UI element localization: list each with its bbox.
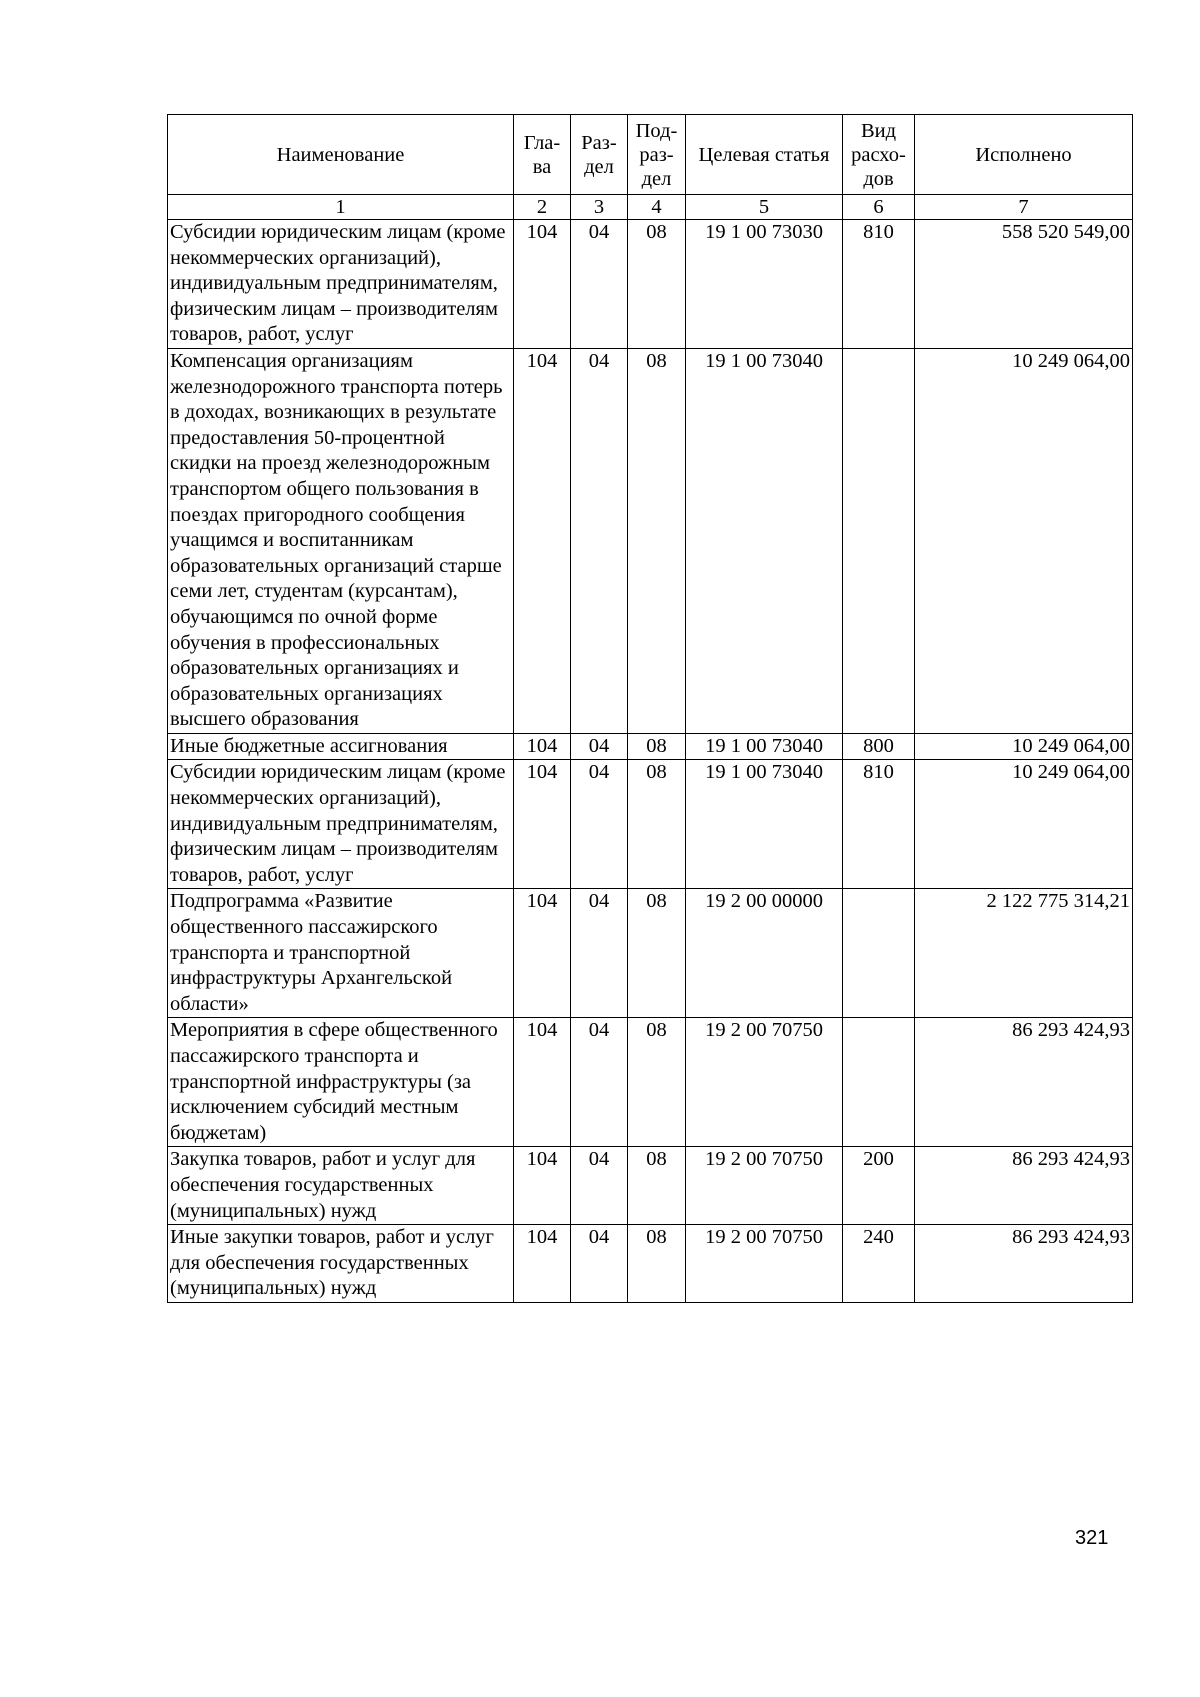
- row-glava: 104: [514, 348, 571, 733]
- header-vid: [843, 115, 915, 195]
- header-glava: [514, 115, 571, 195]
- table-row: [168, 889, 1133, 1018]
- table-body: [168, 220, 1133, 1303]
- column-number: 3: [571, 195, 628, 220]
- row-name: Компенсация организациям железнодорожного транспорта потерь в доходах, возникающих в результате предоставления 50-процентной скидки на проезд железнодорожным транспортом общего пользования в поездах пригородного сообщения учащимся и воспитанникам образовательных организаций старше семи лет, студентам (курсантам), обучающимся по очной форме обучения в профессиональных образовательных организациях и образовательных организациях высшего образования: [168, 348, 514, 733]
- table-row: [168, 760, 1133, 889]
- row-amount: 2 122 775 314,21: [915, 889, 1133, 1018]
- row-podrazdel: 08: [628, 1147, 686, 1225]
- row-statya: 19 2 00 70750: [686, 1225, 843, 1303]
- row-razdel: 04: [571, 733, 628, 760]
- row-glava: 104: [514, 760, 571, 889]
- row-vid: 200: [843, 1147, 915, 1225]
- header-statya: Целевая статья: [686, 115, 843, 195]
- row-name: Иные бюджетные ассигнования: [168, 733, 514, 760]
- row-statya: 19 2 00 70750: [686, 1147, 843, 1225]
- row-razdel: 04: [571, 220, 628, 349]
- header-podrazdel-text: Под- раз- дел: [635, 119, 678, 190]
- row-amount: 558 520 549,00: [915, 220, 1133, 349]
- column-number: 7: [915, 195, 1133, 220]
- header-amount: Исполнено: [915, 115, 1133, 195]
- row-statya: 19 1 00 73030: [686, 220, 843, 349]
- table-row: [168, 1018, 1133, 1147]
- header-row: [168, 115, 1133, 195]
- header-razdel-text: Раз- дел: [581, 131, 617, 178]
- column-number: 6: [843, 195, 915, 220]
- row-glava: 104: [514, 1147, 571, 1225]
- row-podrazdel: 08: [628, 348, 686, 733]
- row-vid: 240: [843, 1225, 915, 1303]
- row-vid: 800: [843, 733, 915, 760]
- row-razdel: 04: [571, 760, 628, 889]
- row-name: Закупка товаров, работ и услуг для обеспечения государственных (муниципальных) нужд: [168, 1147, 514, 1225]
- row-amount: 10 249 064,00: [915, 348, 1133, 733]
- row-razdel: 04: [571, 1018, 628, 1147]
- row-razdel: 04: [571, 1147, 628, 1225]
- column-number: 2: [514, 195, 571, 220]
- row-amount: 86 293 424,93: [915, 1225, 1133, 1303]
- row-razdel: 04: [571, 889, 628, 1018]
- row-statya: 19 2 00 70750: [686, 1018, 843, 1147]
- row-glava: 104: [514, 889, 571, 1018]
- row-glava: 104: [514, 733, 571, 760]
- row-glava: 104: [514, 1018, 571, 1147]
- table-row: [168, 348, 1133, 733]
- row-statya: 19 2 00 00000: [686, 889, 843, 1018]
- column-number-row: [168, 195, 1133, 220]
- column-number: 5: [686, 195, 843, 220]
- row-amount: 86 293 424,93: [915, 1018, 1133, 1147]
- row-name: Иные закупки товаров, работ и услуг для обеспечения государственных (муниципальных) нужд: [168, 1225, 514, 1303]
- header-podrazdel: [628, 115, 686, 195]
- row-amount: 10 249 064,00: [915, 760, 1133, 889]
- row-name: Субсидии юридическим лицам (кроме некоммерческих организаций), индивидуальным предпринимателям, физическим лицам – производителям товаров, работ, услуг: [168, 760, 514, 889]
- table-row: [168, 220, 1133, 349]
- row-podrazdel: 08: [628, 889, 686, 1018]
- page-number: 321: [1075, 1527, 1109, 1549]
- row-razdel: 04: [571, 1225, 628, 1303]
- row-vid: [843, 889, 915, 1018]
- row-vid: [843, 348, 915, 733]
- row-glava: 104: [514, 220, 571, 349]
- row-razdel: 04: [571, 348, 628, 733]
- row-podrazdel: 08: [628, 1018, 686, 1147]
- header-vid-text: Вид расхо- дов: [851, 119, 906, 190]
- row-statya: 19 1 00 73040: [686, 733, 843, 760]
- row-statya: 19 1 00 73040: [686, 760, 843, 889]
- table-row: [168, 1225, 1133, 1303]
- row-name: Подпрограмма «Развитие общественного пассажирского транспорта и транспортной инфраструктуры Архангельской области»: [168, 889, 514, 1018]
- row-glava: 104: [514, 1225, 571, 1303]
- row-amount: 10 249 064,00: [915, 733, 1133, 760]
- column-number: 4: [628, 195, 686, 220]
- row-podrazdel: 08: [628, 760, 686, 889]
- row-podrazdel: 08: [628, 1225, 686, 1303]
- header-name: Наименование: [168, 115, 514, 195]
- table-row: [168, 733, 1133, 760]
- row-podrazdel: 08: [628, 220, 686, 349]
- row-name: Мероприятия в сфере общественного пассажирского транспорта и транспортной инфраструктуры (за исключением субсидий местным бюджетам): [168, 1018, 514, 1147]
- row-podrazdel: 08: [628, 733, 686, 760]
- row-vid: [843, 1018, 915, 1147]
- row-vid: 810: [843, 760, 915, 889]
- column-number: 1: [168, 195, 514, 220]
- row-vid: 810: [843, 220, 915, 349]
- budget-table: [167, 114, 1133, 1303]
- row-amount: 86 293 424,93: [915, 1147, 1133, 1225]
- header-razdel: [571, 115, 628, 195]
- table-row: [168, 1147, 1133, 1225]
- row-statya: 19 1 00 73040: [686, 348, 843, 733]
- row-name: Субсидии юридическим лицам (кроме некоммерческих организаций), индивидуальным предпринимателям, физическим лицам – производителям товаров, работ, услуг: [168, 220, 514, 349]
- header-glava-text: Гла- ва: [523, 131, 561, 178]
